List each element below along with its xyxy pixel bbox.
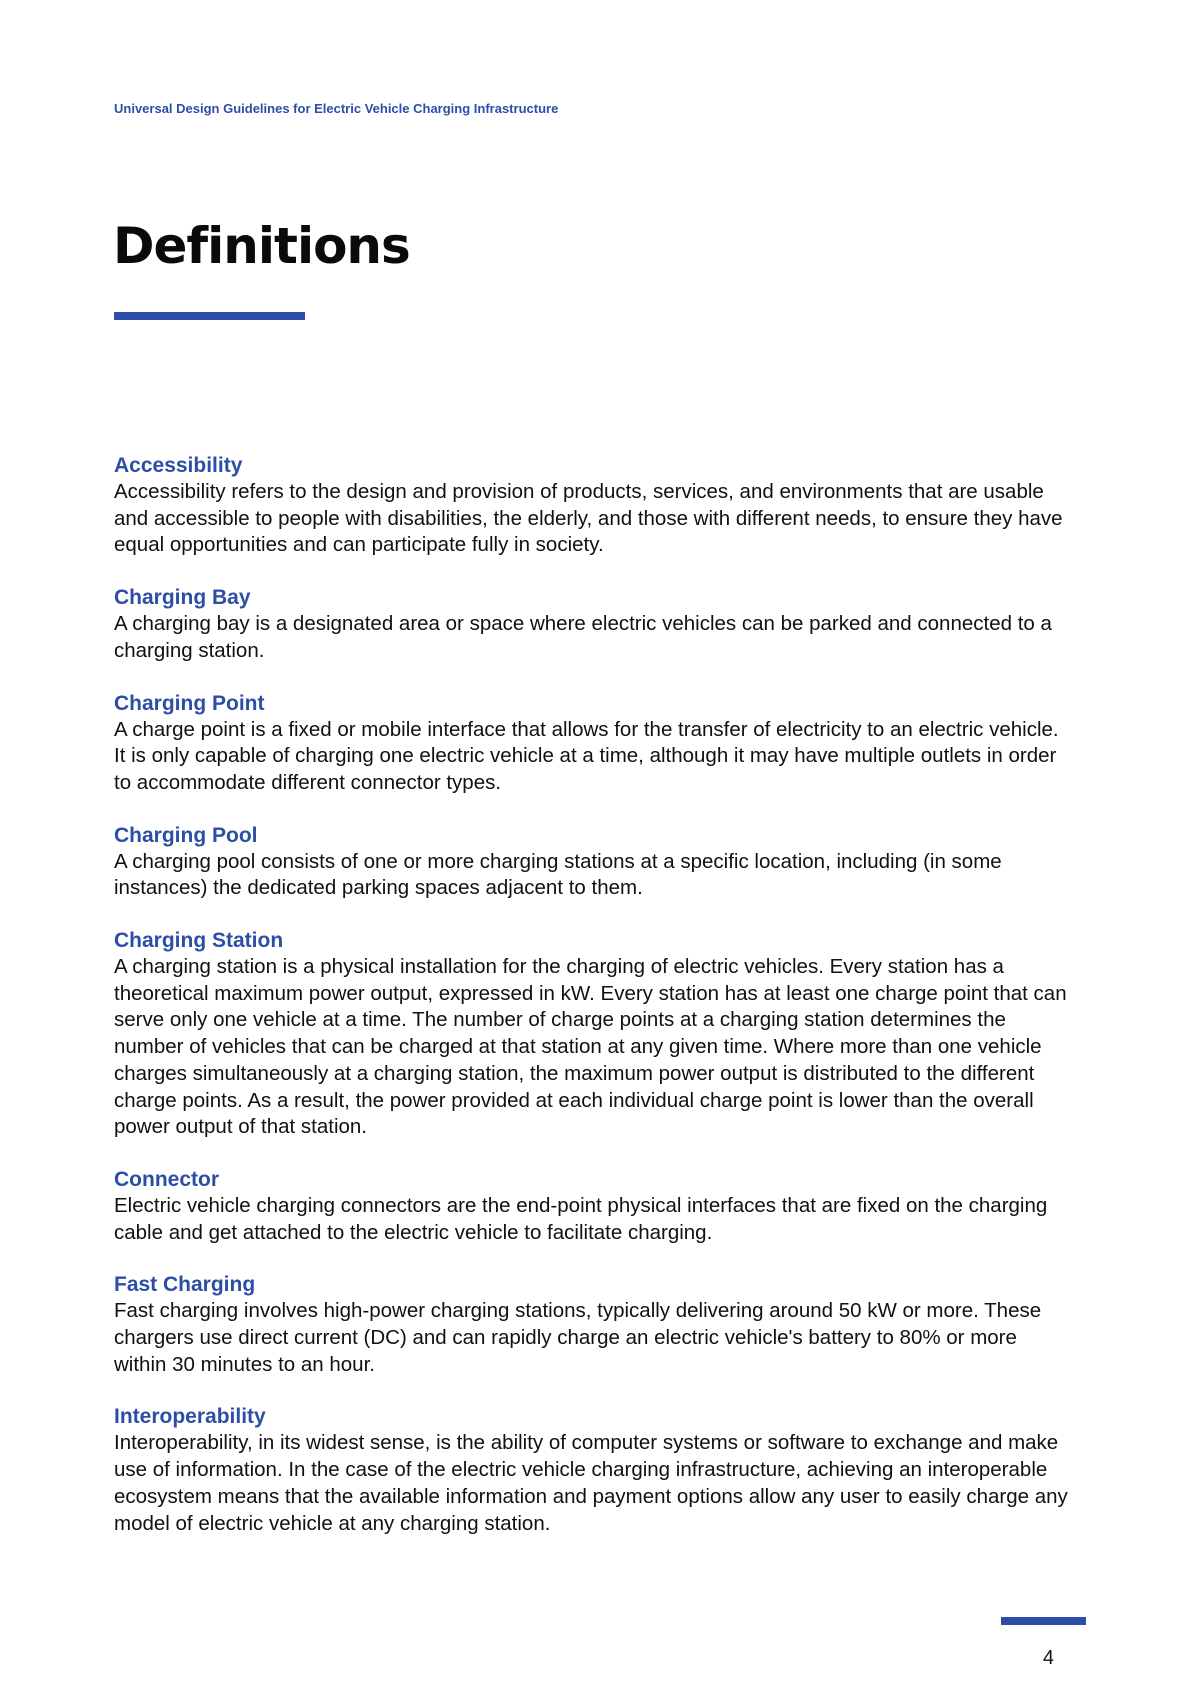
definition-term: Charging Point (114, 691, 265, 715)
definition-text: Interoperability, in its widest sense, is the ability of computer systems or software to exchange and make use of information. In the case of the electric vehicle charging infrastructure, achieving an interoperable ecosystem means that the available information and payment options allow any user to easily charge any model of electric vehicle at any charging station. (114, 1431, 1068, 1535)
definition-text: A charging pool consists of one or more charging stations at a specific location, including (in some instances) the dedicated parking spaces adjacent to them. (114, 849, 1002, 900)
title-underline (114, 312, 305, 320)
definition-text: A charging station is a physical installation for the charging of electric vehicles. Every station has a theoretical maximum power output, expressed in kW. Every station has at least one charge point that can serve only one vehicle at a time. The number of charge points at a charging station determines the number of vehicles that can be charged at that station at any given time. Where more than one vehicle charges simultaneously at a charging station, the maximum power output is distributed to the different charge points. As a result, the power provided at each individual charge point is lower than the overall power output of that station. (114, 955, 1067, 1139)
definition-term: Charging Station (114, 929, 284, 953)
definition-item (114, 584, 1074, 664)
definition-text: Accessibility refers to the design and provision of products, services, and environments that are usable and accessible to people with disabilities, the elderly, and those with different needs, to ensure they have equal opportunities and can participate fully in society. (114, 480, 1063, 557)
definition-text: Fast charging involves high-power charging stations, typically delivering around 50 kW or more. These chargers use direct current (DC) and can rapidly charge an electric vehicle's battery to 80% or more within 30 minutes to an hour. (114, 1299, 1042, 1376)
definition-text: A charge point is a fixed or mobile interface that allows for the transfer of electricity to an electric vehicle. It is only capable of charging one electric vehicle at a time, although it may have multiple outlets in order to accommodate different connector types. (114, 717, 1059, 794)
definition-item (114, 452, 1074, 559)
running-header: Universal Design Guidelines for Electric Vehicle Charging Infrastructure (114, 101, 559, 116)
definition-item (114, 1403, 1074, 1537)
definition-term: Connector (114, 1167, 219, 1191)
definition-item (114, 690, 1074, 797)
definition-item (114, 927, 1074, 1141)
definition-term: Interoperability (114, 1405, 266, 1429)
definition-term: Fast Charging (114, 1273, 256, 1297)
definition-text: A charging bay is a designated area or space where electric vehicles can be parked and connected to a charging station. (114, 612, 1052, 662)
definitions-list (114, 452, 1074, 1562)
definition-term: Charging Pool (114, 823, 258, 847)
footer-rule (1001, 1617, 1086, 1625)
definition-item (114, 1166, 1074, 1246)
definition-term: Charging Bay (114, 586, 251, 610)
page-title: Definitions (113, 217, 410, 275)
definition-term: Accessibility (114, 454, 243, 477)
definition-text: Electric vehicle charging connectors are the end-point physical interfaces that are fixed on the charging cable and get attached to the electric vehicle to facilitate charging. (114, 1193, 1048, 1244)
definition-item (114, 1271, 1074, 1378)
definition-item (114, 822, 1074, 902)
page-number: 4 (1042, 1647, 1054, 1669)
